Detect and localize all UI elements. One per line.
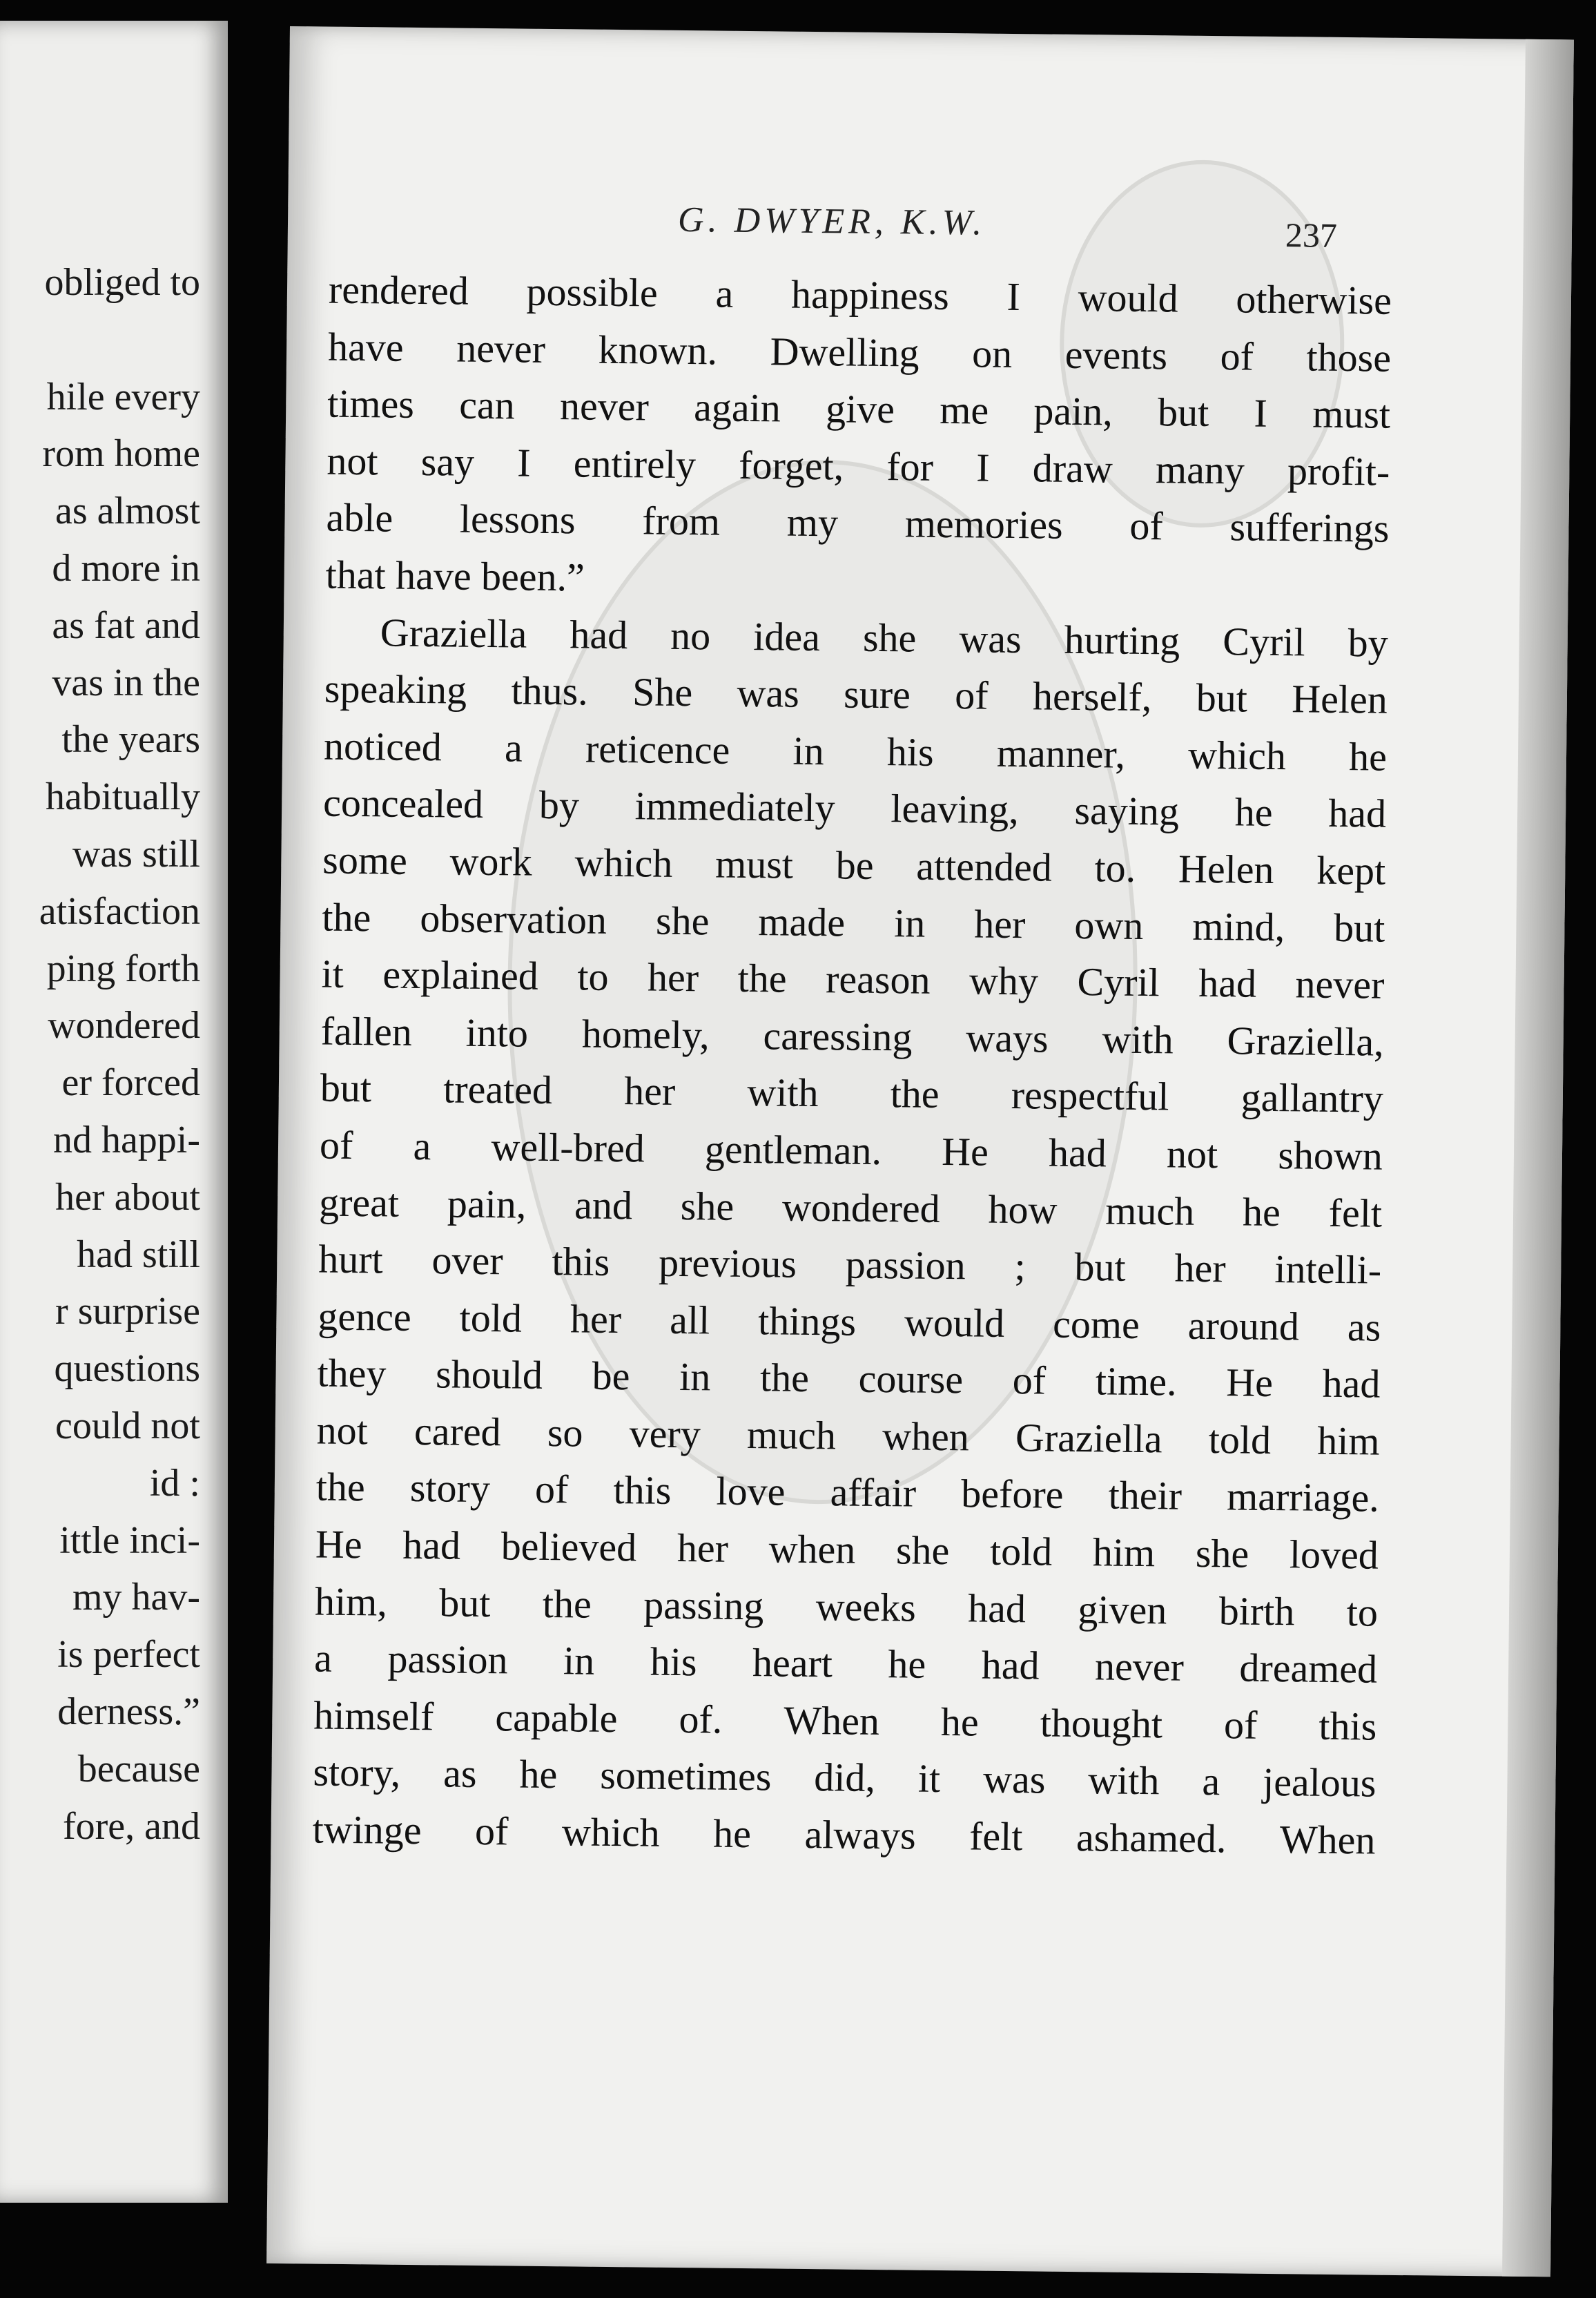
text-line: because [77, 1747, 200, 1790]
text-line: it explained to her the reason why Cyril had never [321, 951, 1385, 1007]
text-line: could not [55, 1404, 200, 1447]
text-line: him, but the passing weeks had given birth to [314, 1578, 1379, 1635]
text-line: as almost [55, 490, 200, 533]
text-line: atisfaction [39, 889, 200, 933]
text-line: id : [149, 1461, 200, 1505]
text-line: rendered possible a happiness I would otherwise [328, 267, 1392, 323]
text-line: speaking thus. She was sure of herself, but Helen [324, 666, 1388, 722]
text-line: the years [61, 718, 200, 762]
text-line: nd happi- [52, 1118, 200, 1161]
text-line: that have been.” [325, 552, 585, 600]
text-line: d more in [52, 546, 200, 590]
text-line: as fat and [52, 604, 200, 647]
text-line: fallen into homely, caressing ways with Graziella, [320, 1008, 1384, 1065]
running-head: G. DWYER, K.W. [677, 200, 986, 243]
text-line: not say I entirely forget, for I draw many profit- [327, 438, 1390, 494]
text-line: some work which must be attended to. Helen kept [322, 837, 1386, 894]
text-line: r surprise [55, 1290, 200, 1333]
text-line: they should be in the course of time. He had [317, 1350, 1381, 1407]
text-line: himself capable of. When he thought of this [313, 1692, 1377, 1749]
text-line: a passion in his heart he had never dreamed [313, 1635, 1378, 1692]
text-line: story, as he sometimes did, it was with a jealous [313, 1749, 1376, 1806]
page-number: 237 [1285, 215, 1338, 255]
text-line: but treated her with the respectful gallantry [320, 1065, 1384, 1121]
text-line: able lessons from my memories of sufferings [326, 494, 1390, 552]
text-line: hurt over this previous passion ; but her intelli- [318, 1236, 1382, 1293]
text-line: have never known. Dwelling on events of those [327, 324, 1392, 380]
page-edge [1502, 39, 1574, 2277]
previous-page [0, 21, 228, 2203]
text-line: was still [72, 832, 200, 876]
text-line: habitually [46, 775, 200, 819]
text-line: obliged to [44, 261, 200, 304]
text-line: noticed a reticence in his manner, which he [323, 723, 1388, 780]
body-text [312, 262, 1392, 1870]
text-line: He had believed her when she told him she loved [315, 1521, 1379, 1578]
text-line: had still [77, 1233, 200, 1276]
text-line: times can never again give me pain, but I must [327, 380, 1391, 437]
text-line [0, 311, 200, 369]
text-line: the story of this love affair before their marriage. [315, 1464, 1380, 1521]
text-line: concealed by immediately leaving, saying he had [322, 780, 1387, 837]
text-line: questions [54, 1347, 200, 1391]
text-line: Graziella had no idea she was hurting Cyril by [380, 609, 1389, 666]
text-line: of a well-bred gentleman. He had not shown [319, 1122, 1383, 1179]
text-line: twinge of which he always felt ashamed. When [312, 1806, 1376, 1863]
text-line: ittle inci- [59, 1518, 200, 1562]
text-line: the observation she made in her own mind, but [322, 894, 1385, 951]
text-line: ping forth [46, 947, 200, 990]
text-line: great pain, and she wondered how much he felt [318, 1179, 1383, 1236]
text-line: wondered [48, 1004, 200, 1047]
text-line: not cared so very much when Graziella told him [316, 1407, 1380, 1464]
text-line: er forced [61, 1061, 200, 1105]
previous-page-text [0, 254, 200, 1855]
text-line: is perfect [57, 1633, 200, 1677]
text-line: rom home [42, 432, 200, 476]
text-line: my hav- [72, 1576, 200, 1619]
text-line: gence told her all things would come around as [318, 1293, 1381, 1350]
text-line: vas in the [52, 661, 200, 704]
current-page [266, 26, 1574, 2277]
text-line: hile every [46, 375, 200, 418]
text-line: derness.” [57, 1690, 200, 1733]
text-line: fore, and [62, 1804, 200, 1848]
text-line: her about [55, 1175, 200, 1219]
